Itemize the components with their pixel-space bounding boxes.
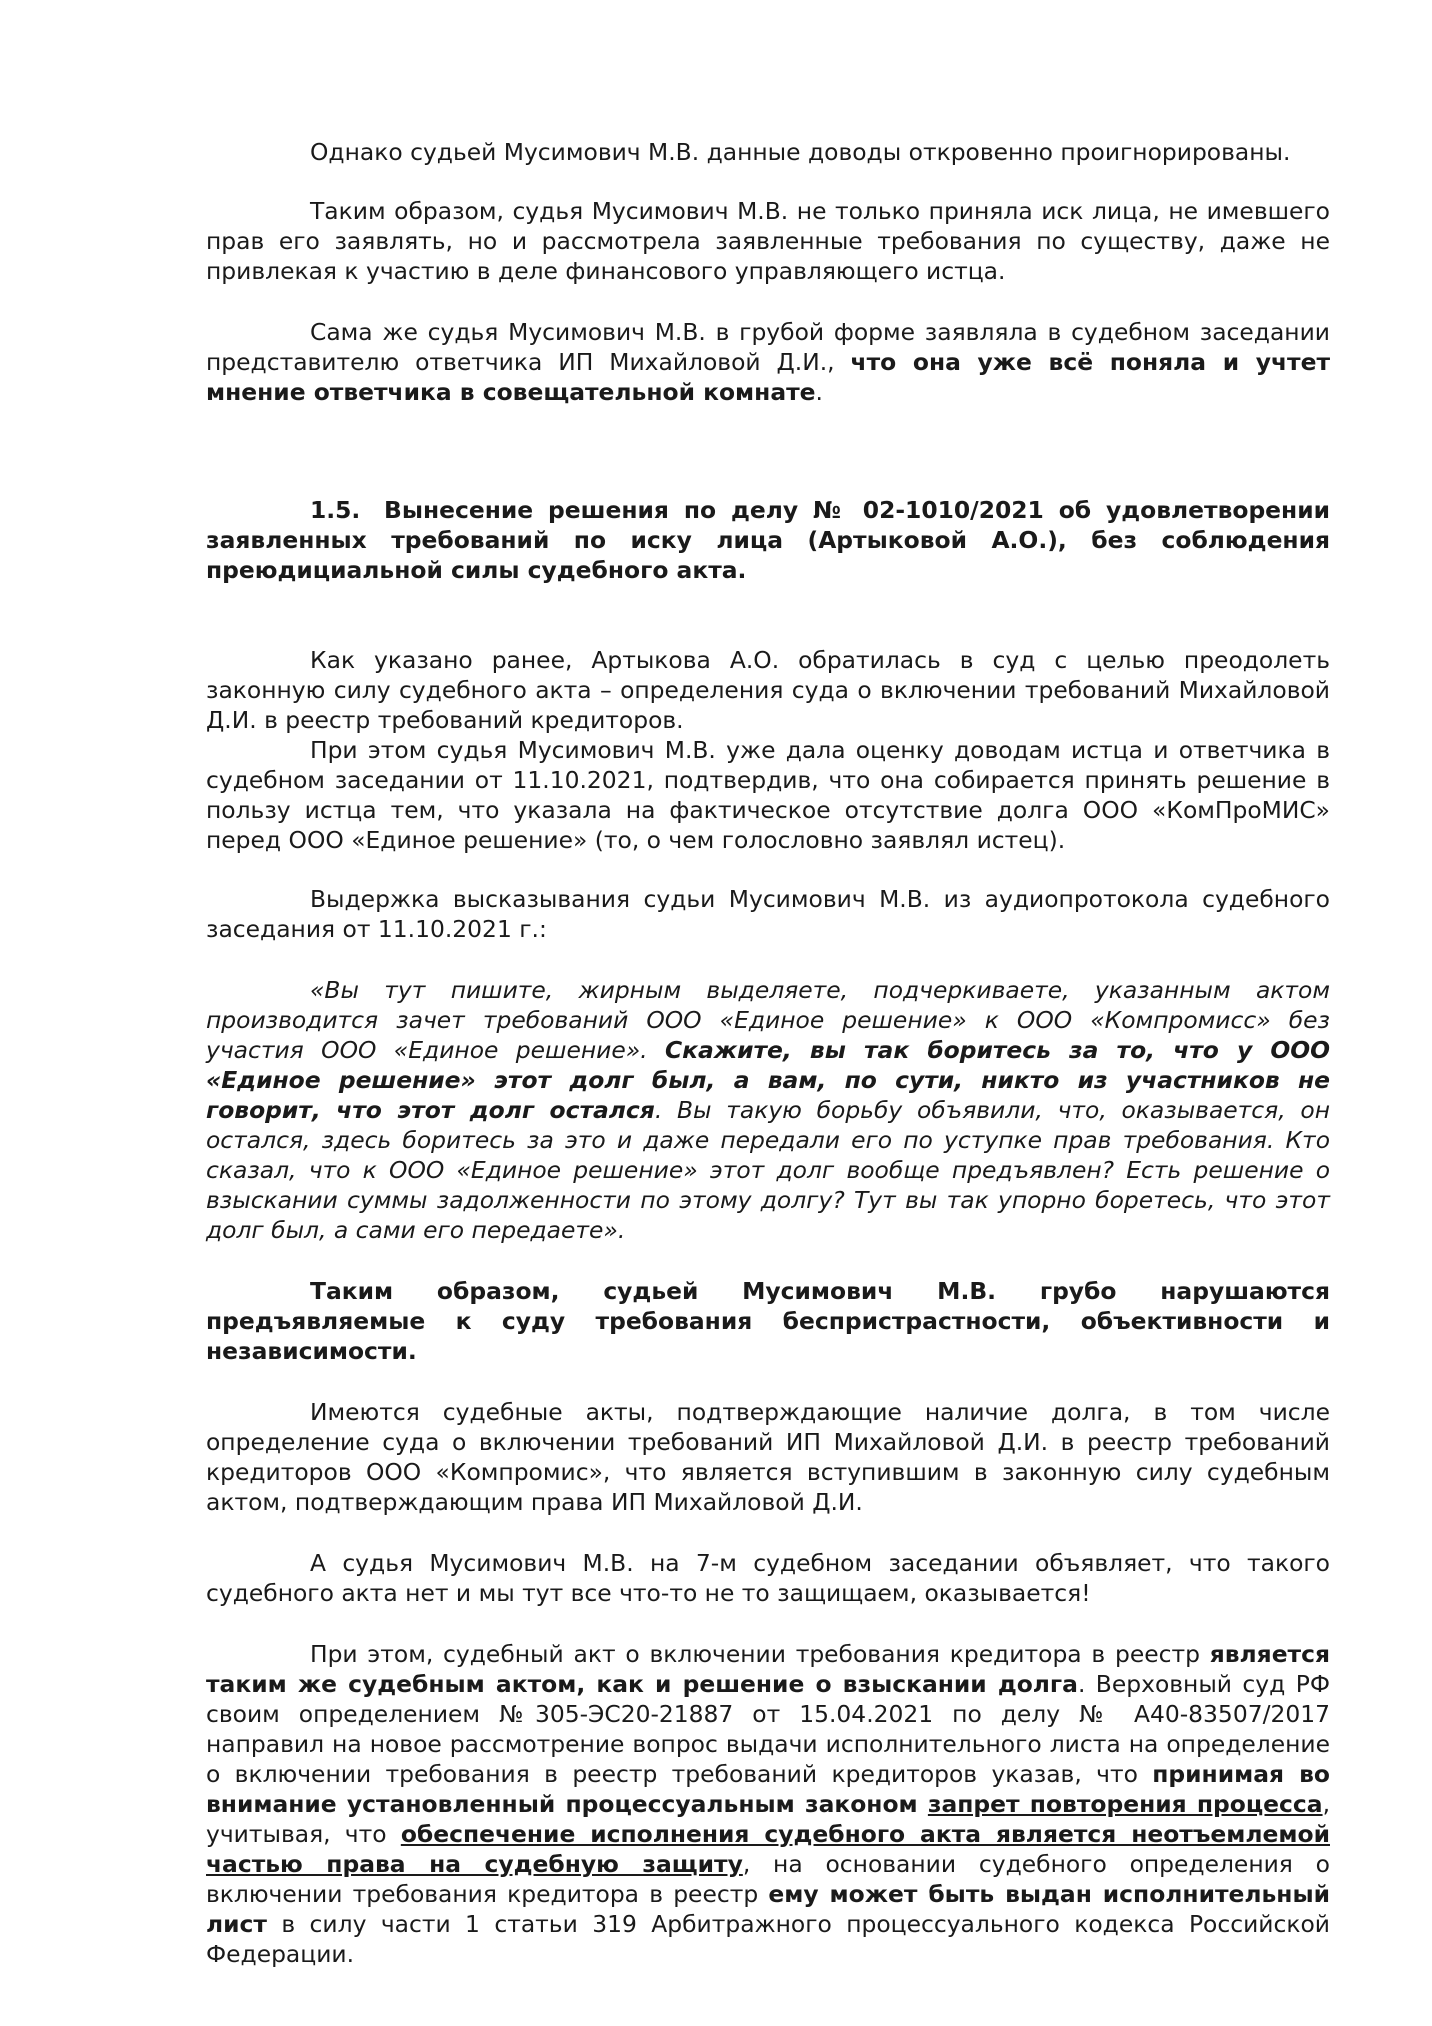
paragraph-accepted-claim: Таким образом, судья Мусимович М.В. не только приняла иск лица, не имевшего прав его заявлять, но и рассмотрела заявленные требования по существу, даже не привлекая к участию в деле финансового управляющего истца.: [206, 197, 1330, 285]
text-run: . Верховный суд РФ своим определением №305-ЭС20-21887 от 15.04.2021 по делу № А40-83507/2017 направил на новое рассмотрение вопрос выдачи исполнительного листа на определение о включении требования в реестр требований кредиторов указав, что: [206, 1670, 1330, 1788]
paragraph-artykova-claim: Как указано ранее, Артыкова А.О. обратилась в суд с целью преодолеть законную силу судебного акта – определения суда о включении требований Михайловой Д.И. в реестр требований кредиторов.: [206, 646, 1330, 734]
text-run: Сама же судья Мусимович М.В. в грубой форме заявляла в судебном заседании представителю ответчика ИП Михайловой Д.И.,: [206, 318, 1330, 376]
section-title: Вынесение решения по делу № 02-1010/2021 об удовлетворении заявленных требований по иску лица (Артыковой А.О.), без соблюдения преюдициальной силы судебного акта.: [206, 496, 1330, 584]
bold-emphasis: что она уже всё поняла и учтет мнение ответчика в совещательной комнате: [206, 348, 1331, 406]
text-run: .: [815, 378, 823, 406]
paragraph-excerpt-intro: Выдержка высказывания судьи Мусимович М.В. из аудиопротокола судебного заседания от 11.10.2021 г.:: [206, 885, 1330, 943]
document-body: [206, 137, 1330, 1969]
paragraph-court-acts: Имеются судебные акты, подтверждающие наличие долга, в том числе определение суда о включении требований ИП Михайловой Д.И. в реестр требований кредиторов ООО «Компромис», что является вступившим в законную силу судебным актом, подтверждающим права ИП Михайловой Д.И.: [206, 1398, 1330, 1516]
underline-text: обеспечение исполнения судебного акта является неотъемлемой частью права на судебную защиту: [206, 1820, 1330, 1878]
bold-emphasis: ему может быть выдан исполнительный лист: [206, 1880, 1330, 1938]
paragraph-rude-statement: [206, 317, 1330, 407]
text-run: , учитывая, что: [206, 1790, 1330, 1848]
judge-quote: [206, 975, 1330, 1245]
text-run: «Вы тут пишите, жирным выделяете, подчеркиваете, указанным актом производится зачет требований ООО «Единое решение» к ООО «Компромисс» без участия ООО «Единое решение».: [206, 976, 1330, 1064]
text-run: в силу части 1 статьи 319 Арбитражного процессуального кодекса Российской Федерации.: [206, 1910, 1330, 1968]
paragraph-ignored-arguments: Однако судьей Мусимович М.В. данные доводы откровенно проигнорированы.: [310, 138, 1291, 166]
bold-underline-emphasis: [928, 1790, 1323, 1818]
paragraph-judge-assessment: При этом судья Мусимович М.В. уже дала оценку доводам истца и ответчика в судебном заседании от 11.10.2021, подтвердив, что она собирается принять решение в пользу истца тем, что указала на фактическое отсутствие долга ООО «КомПроМИС» перед ООО «Единое решение» (то, о чем голословно заявлял истец).: [206, 736, 1330, 854]
text-run: , на основании судебного определения о включении требования кредитора в реестр: [206, 1850, 1330, 1908]
section-number: 1.5.: [310, 496, 361, 524]
paragraph-supreme-court: [206, 1639, 1330, 1969]
paragraph-seventh-hearing: А судья Мусимович М.В. на 7-м судебном заседании объявляет, что такого судебного акта нет и мы тут все что-то не то защищаем, оказывается!: [206, 1549, 1330, 1607]
underline-text: запрет повторения процесса: [927, 1790, 1323, 1818]
text-run: . Вы такую борьбу объявили, что, оказывается, он остался, здесь боритесь за это и даже передали его по уступке прав требования. Кто сказал, что к ООО «Единое решение» этот долг вообще предъявлен? Есть решение о взыскании суммы задолженности по этому долгу? Тут вы так упорно боретесь, что этот долг был, а сами его передаете».: [206, 1096, 1331, 1244]
bold-emphasis: является таким же судебным актом, как и решение о взыскании долга: [206, 1640, 1330, 1698]
paragraph-conclusion-bold: Таким образом, судьей Мусимович М.В. грубо нарушаются предъявляемые к суду требования беспристрастности, объективности и независимости.: [206, 1277, 1330, 1365]
text-run: При этом, судебный акт о включении требования кредитора в реестр: [310, 1640, 1210, 1668]
section-heading: [206, 495, 1330, 585]
bold-emphasis: Скажите, вы так боритесь за то, что у ООО «Единое решение» этот долг был, а вам, по сути, никто из участников не говорит, что этот долг остался: [206, 1036, 1330, 1124]
bold-emphasis: принимая во внимание установленный процессуальным законом: [206, 1760, 1330, 1818]
